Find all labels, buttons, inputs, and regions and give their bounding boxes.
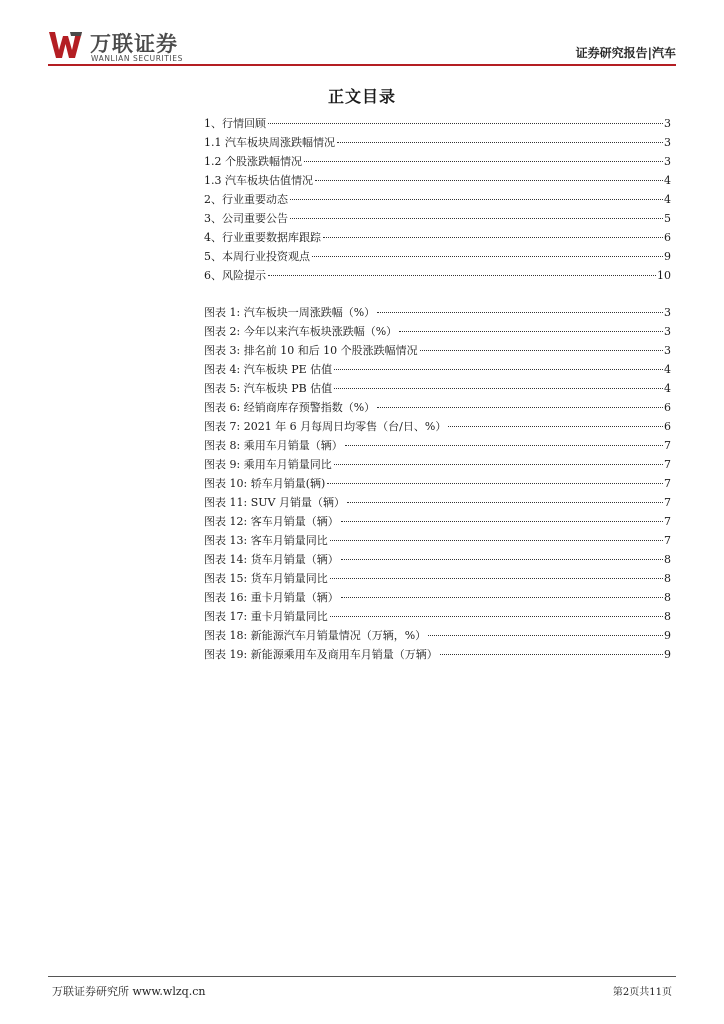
toc-figure-entry[interactable] xyxy=(204,436,671,455)
dot-leader xyxy=(440,654,663,655)
toc-entry-page: 4 xyxy=(664,363,671,376)
dot-leader xyxy=(304,161,663,162)
dot-leader xyxy=(312,256,663,257)
toc-section-entry[interactable] xyxy=(204,266,671,285)
toc-entry-label: 图表 12: 客车月销量（辆） xyxy=(204,515,339,528)
toc-section-entry[interactable] xyxy=(204,190,671,209)
toc-entry-page: 7 xyxy=(664,458,671,471)
toc-entry-page: 7 xyxy=(664,515,671,528)
toc-entry-label: 4、行业重要数据库跟踪 xyxy=(204,231,321,244)
dot-leader xyxy=(420,350,663,351)
toc-figure-entry[interactable] xyxy=(204,417,671,436)
toc-entry-label: 图表 8: 乘用车月销量（辆） xyxy=(204,439,343,452)
toc-entry-page: 3 xyxy=(664,306,671,319)
toc-entry-page: 6 xyxy=(664,231,671,244)
page-header xyxy=(48,26,676,66)
toc-entry-label: 图表 5: 汽车板块 PB 估值 xyxy=(204,382,333,395)
toc-figure-entry[interactable] xyxy=(204,645,671,664)
dot-leader xyxy=(377,407,663,408)
footer-divider xyxy=(48,976,676,977)
header-divider xyxy=(48,64,676,66)
toc-entry-label: 图表 18: 新能源汽车月销量情况（万辆，%） xyxy=(204,629,427,642)
toc-entry-label: 图表 6: 经销商库存预警指数（%） xyxy=(204,401,376,414)
dot-leader xyxy=(377,312,663,313)
dot-leader xyxy=(341,559,663,560)
toc-figure-entry[interactable] xyxy=(204,398,671,417)
toc-entry-page: 7 xyxy=(664,439,671,452)
dot-leader xyxy=(330,616,663,617)
logo-company-name: 万联证券 xyxy=(90,32,178,56)
toc-entry-page: 6 xyxy=(664,401,671,414)
dot-leader xyxy=(268,275,656,276)
toc-entry-label: 5、本周行业投资观点 xyxy=(204,250,310,263)
toc-entry-page: 10 xyxy=(657,269,671,282)
toc-entry-page: 4 xyxy=(664,382,671,395)
dot-leader xyxy=(290,218,663,219)
toc-entry-label: 图表 17: 重卡月销量同比 xyxy=(204,610,328,623)
dot-leader xyxy=(330,578,663,579)
toc-entry-page: 3 xyxy=(664,117,671,130)
toc-figure-entry[interactable] xyxy=(204,569,671,588)
toc-section-entry[interactable] xyxy=(204,247,671,266)
dot-leader xyxy=(268,123,663,124)
toc-figure-entry[interactable] xyxy=(204,303,671,322)
page-number: 第2页共11页 xyxy=(612,987,672,998)
toc-section-entry[interactable] xyxy=(204,209,671,228)
toc-entry-label: 图表 3: 排名前 10 和后 10 个股涨跌幅情况 xyxy=(204,344,418,357)
dot-leader xyxy=(399,331,663,332)
dot-leader xyxy=(334,388,663,389)
page-title: 正文目录 xyxy=(327,87,396,106)
toc-figure-entry[interactable] xyxy=(204,379,671,398)
footer-source: 万联证券研究所 www.wlzq.cn xyxy=(52,985,206,998)
dot-leader xyxy=(290,199,663,200)
dot-leader xyxy=(330,540,663,541)
dot-leader xyxy=(341,521,663,522)
toc-entry-label: 1.2 个股涨跌幅情况 xyxy=(204,155,302,168)
toc-entry-page: 4 xyxy=(664,174,671,187)
report-type-label: 证券研究报告|汽车 xyxy=(575,46,676,60)
dot-leader xyxy=(347,502,663,503)
toc-entry-page: 7 xyxy=(664,534,671,547)
toc-entry-page: 3 xyxy=(664,325,671,338)
toc-entry-label: 2、行业重要动态 xyxy=(204,193,288,206)
toc-entry-page: 7 xyxy=(664,477,671,490)
toc-entry-label: 1、行情回顾 xyxy=(204,117,266,130)
toc-entry-label: 1.1 汽车板块周涨跌幅情况 xyxy=(204,136,335,149)
toc-entry-label: 6、风险提示 xyxy=(204,269,266,282)
toc-entry-page: 9 xyxy=(664,250,671,263)
toc-entry-label: 1.3 汽车板块估值情况 xyxy=(204,174,313,187)
toc-entry-label: 图表 7: 2021 年 6 月每周日均零售（台/日、%） xyxy=(204,420,447,433)
dot-leader xyxy=(327,483,663,484)
toc-entry-page: 8 xyxy=(664,610,671,623)
toc-section-entry[interactable] xyxy=(204,152,671,171)
toc-entry-label: 图表 16: 重卡月销量（辆） xyxy=(204,591,339,604)
toc-figure-entry[interactable] xyxy=(204,588,671,607)
toc-figure-entry[interactable] xyxy=(204,360,671,379)
wanlian-w-logo-icon xyxy=(48,30,84,60)
toc-sections-list xyxy=(204,114,671,285)
toc-figure-entry[interactable] xyxy=(204,455,671,474)
toc-entry-label: 图表 15: 货车月销量同比 xyxy=(204,572,328,585)
toc-section-entry[interactable] xyxy=(204,114,671,133)
toc-entry-page: 7 xyxy=(664,496,671,509)
toc-figure-entry[interactable] xyxy=(204,493,671,512)
toc-entry-page: 9 xyxy=(664,648,671,661)
toc-entry-page: 5 xyxy=(664,212,671,225)
toc-entry-page: 3 xyxy=(664,344,671,357)
dot-leader xyxy=(337,142,663,143)
dot-leader xyxy=(428,635,663,636)
toc-figure-entry[interactable] xyxy=(204,550,671,569)
toc-entry-label: 图表 4: 汽车板块 PE 估值 xyxy=(204,363,333,376)
toc-figures-list xyxy=(204,303,671,664)
toc-section-entry[interactable] xyxy=(204,228,671,247)
toc-figure-entry[interactable] xyxy=(204,531,671,550)
toc-section-entry[interactable] xyxy=(204,133,671,152)
toc-entry-label: 图表 10: 轿车月销量(辆) xyxy=(204,477,326,490)
toc-entry-page: 4 xyxy=(664,193,671,206)
toc-figure-entry[interactable] xyxy=(204,474,671,493)
toc-entry-label: 3、公司重要公告 xyxy=(204,212,288,225)
dot-leader xyxy=(341,597,663,598)
toc-entry-label: 图表 1: 汽车板块一周涨跌幅（%） xyxy=(204,306,376,319)
toc-entry-label: 图表 11: SUV 月销量（辆） xyxy=(204,496,345,509)
toc-entry-page: 9 xyxy=(664,629,671,642)
toc-entry-label: 图表 9: 乘用车月销量同比 xyxy=(204,458,332,471)
toc-figure-entry[interactable] xyxy=(204,322,671,341)
dot-leader xyxy=(334,369,663,370)
dot-leader xyxy=(345,445,663,446)
dot-leader xyxy=(323,237,663,238)
toc-figure-entry[interactable] xyxy=(204,626,671,645)
dot-leader xyxy=(315,180,663,181)
toc-entry-page: 3 xyxy=(664,155,671,168)
toc-entry-label: 图表 14: 货车月销量（辆） xyxy=(204,553,339,566)
toc-figure-entry[interactable] xyxy=(204,512,671,531)
dot-leader xyxy=(334,464,663,465)
toc-entry-page: 3 xyxy=(664,136,671,149)
toc-figure-entry[interactable] xyxy=(204,341,671,360)
toc-entry-label: 图表 2: 今年以来汽车板块涨跌幅（%） xyxy=(204,325,398,338)
toc-entry-label: 图表 19: 新能源乘用车及商用车月销量（万辆） xyxy=(204,648,438,661)
logo-company-name-en: WANLIAN SECURITIES xyxy=(91,54,184,63)
toc-figure-entry[interactable] xyxy=(204,607,671,626)
toc-entry-page: 8 xyxy=(664,591,671,604)
toc-section-entry[interactable] xyxy=(204,171,671,190)
toc-entry-page: 8 xyxy=(664,572,671,585)
toc-entry-label: 图表 13: 客车月销量同比 xyxy=(204,534,328,547)
toc-entry-page: 8 xyxy=(664,553,671,566)
dot-leader xyxy=(448,426,663,427)
toc-entry-page: 6 xyxy=(664,420,671,433)
